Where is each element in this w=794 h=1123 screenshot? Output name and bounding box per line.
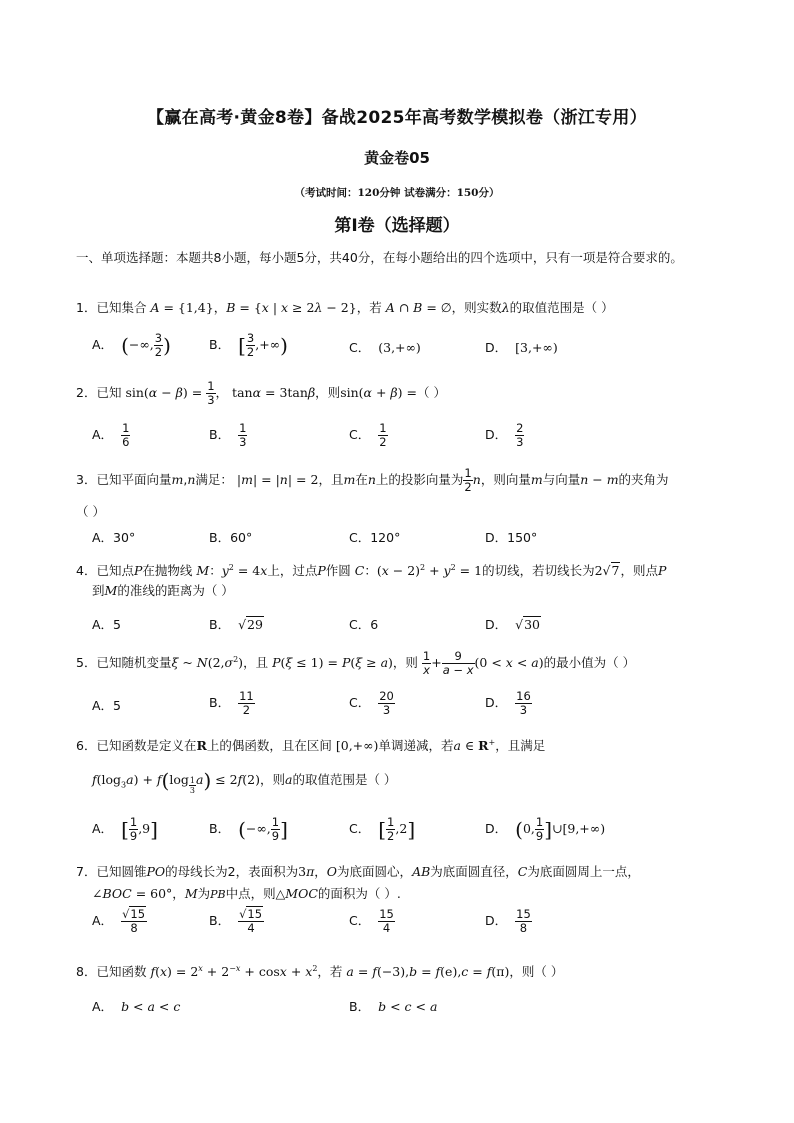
part-title: 第I卷（选择题） xyxy=(334,216,460,236)
option-d[interactable]: D． $\frac{16}{3}$ xyxy=(485,689,531,717)
section-intro: 一、单项选择题：本题共8小题，每小题5分，共40分，在每小题给出的四个选项中，只有一项是符合要求的。 xyxy=(76,250,683,265)
option-d[interactable]: D．150° xyxy=(485,530,538,545)
option-b[interactable]: B． $\frac{√15}{4}$ xyxy=(209,907,263,935)
option-a[interactable]: A． (−∞, $\frac{3}{2}$ ) xyxy=(92,331,171,359)
question-1: 1．已知集合 A = {1,4}，B = {x | x ≥ 2λ − 2}，若 A ∩ B = ∅，则实数λ的取值范围是（ ） xyxy=(76,300,614,315)
option-a[interactable]: A．5 xyxy=(92,617,122,632)
question-7: 7．已知圆锥PO的母线长为2，表面积为3π，O为底面圆心，AB为底面圆直径，C为底面圆周上一点， ∠BOC = 60°，M为PB中点，则△MOC的面积为（ ）. xyxy=(76,864,640,901)
option-b[interactable]: B．60° xyxy=(209,530,253,545)
option-d[interactable]: D． $\frac{15}{8}$ xyxy=(485,907,531,935)
option-d[interactable]: D． $\frac{2}{3}$ xyxy=(485,421,524,449)
option-b[interactable]: B． $\frac{11}{2}$ xyxy=(209,689,254,717)
option-a[interactable]: A． $\frac{√15}{8}$ xyxy=(92,907,146,935)
exam-title: 【赢在高考·黄金8卷】备战2025年高考数学模拟卷（浙江专用） xyxy=(147,108,647,128)
option-c[interactable]: C． $\frac{15}{4}$ xyxy=(349,907,394,935)
option-d[interactable]: D． [3,+∞) xyxy=(485,340,558,355)
time-note: （考试时间：120分钟 试卷满分：150分） xyxy=(294,187,500,199)
question-3: 3．已知平面向量m,n满足： |m| = |n| = 2，且m在n上的投影向量为 $\frac{1}{2}$ n，则向量m与向量n − m的夹角为 （ ） xyxy=(76,466,669,519)
paper-subtitle: 黄金卷05 xyxy=(364,149,430,167)
option-c[interactable]: C．120° xyxy=(349,530,401,545)
option-b[interactable]: B． (−∞, $\frac{1}{9}$ ] xyxy=(209,815,288,843)
option-b[interactable]: B． $\frac{1}{3}$ xyxy=(209,421,247,449)
option-c[interactable]: C．6 xyxy=(349,617,379,632)
question-4: 4．已知点P在抛物线 M：$y^2 = 4x$上，过点P作圆 C：$(x - 2)^2 + y^2 = 1$的切线，若切线长为2√7，则点P 到M的准线的距离为（ ） xyxy=(76,563,667,599)
option-c[interactable]: C． [ $\frac{1}{2}$ ,2] xyxy=(349,815,416,843)
option-d[interactable]: D． (0, $\frac{1}{9}$ ]∪[9,+∞) xyxy=(485,815,606,843)
option-c[interactable]: C． $\frac{1}{2}$ xyxy=(349,421,387,449)
option-b[interactable]: B． √29 xyxy=(209,617,263,632)
question-8: 8．已知函数 $f(x) = 2^x + 2^{-x} + \cos x + x^2$，若 a = f(−3),b = f(e),c = f(π)，则（ ） xyxy=(76,964,564,980)
option-c[interactable]: C． $\frac{20}{3}$ xyxy=(349,689,394,717)
option-a[interactable]: A．30° xyxy=(92,530,136,545)
option-a[interactable]: A． b < a < c xyxy=(92,999,181,1014)
option-a[interactable]: A． $\frac{1}{6}$ xyxy=(92,421,130,449)
option-a[interactable]: A． [ $\frac{1}{9}$ ,9] xyxy=(92,815,158,843)
option-b[interactable]: B． b < c < a xyxy=(349,999,438,1014)
option-d[interactable]: D． √30 xyxy=(485,617,541,632)
option-c[interactable]: C． (3,+∞) xyxy=(349,340,421,355)
question-6: 6．已知函数是定义在R上的偶函数，且在区间 [0,+∞)单调递减，若a ∈ R+，且满足 xyxy=(76,738,546,754)
question-2: 2．已知 sin(α − β) = $\frac{1}{3}$ ， tanα = 3tanβ，则sin(α + β) =（ ） xyxy=(76,379,446,407)
question-5: 5．已知随机变量ξ ~ $N(2,\sigma^2)$，且 P(ξ ≤ 1) = P(ξ ≥ a)，则 $\frac{1}{x}$ + $\frac{9}{a - x}$ (0 < x < a)的最小值为（ ） xyxy=(76,649,636,678)
question-6-formula: $f(\log_3a) + f(\log$ $_{\frac{1}{3}}$ a) ≤ 2f(2)，则a的取值范围是（ ） xyxy=(92,768,397,795)
option-a[interactable]: A．5 xyxy=(92,698,122,713)
option-b[interactable]: B． [ $\frac{3}{2}$ ,+∞) xyxy=(209,331,288,359)
